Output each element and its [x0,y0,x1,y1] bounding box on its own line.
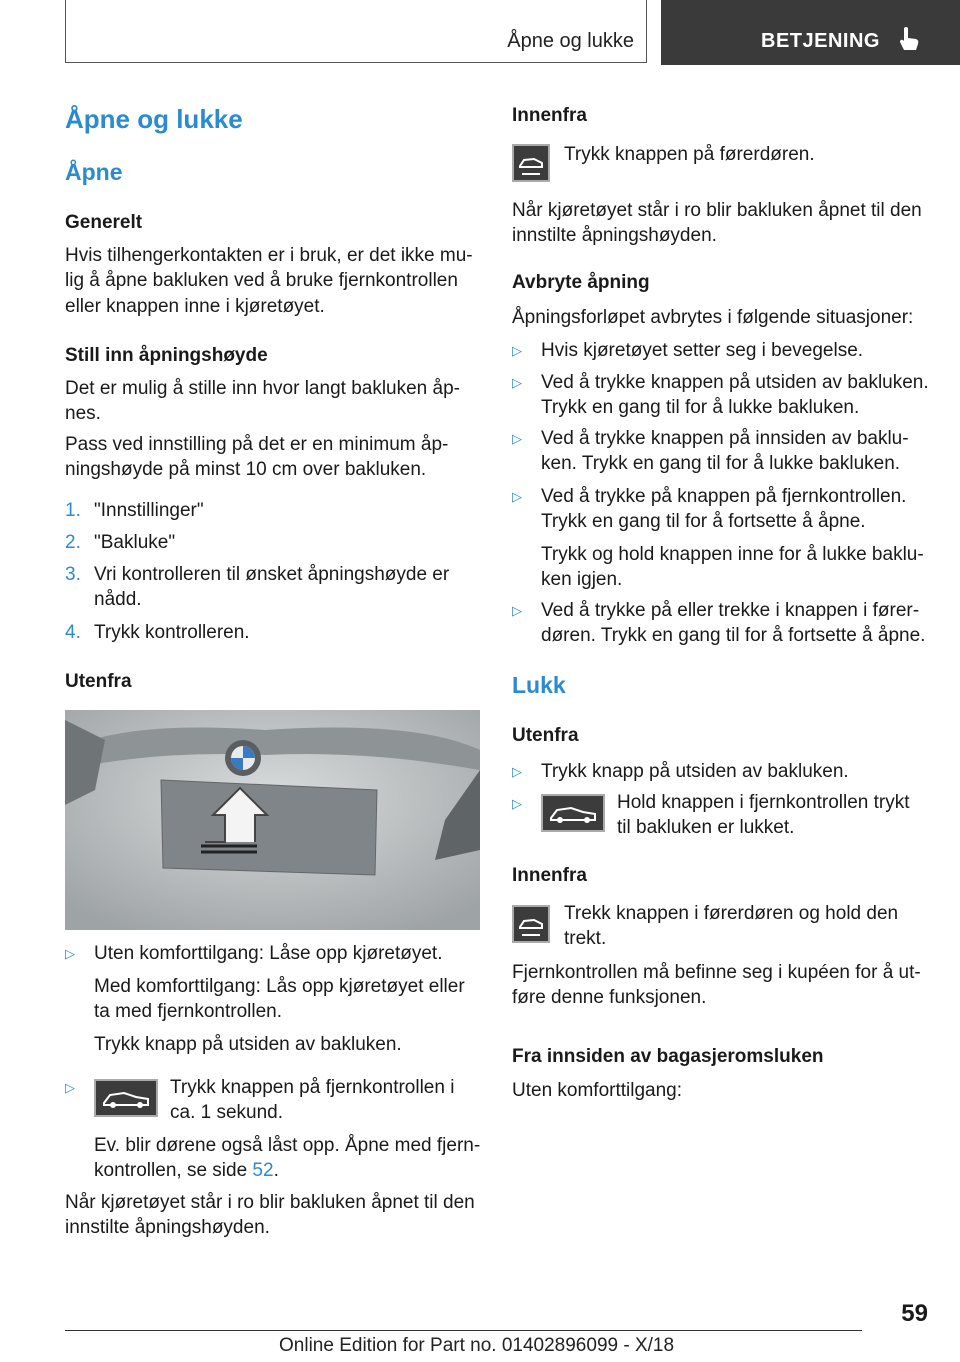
bullet-text [94,1158,279,1183]
generelt-heading: Generelt [65,212,143,233]
bullet-triangle-icon: ▷ [65,946,75,961]
generelt-line3: eller knappen inne i kjøretøyet. [65,296,325,317]
bullet-text: døren. Trykk en gang til for å fortsette å åpne. [541,625,926,646]
bullet-text: Uten komforttilgang: Låse opp kjøretøyet. [94,943,443,964]
bullet-text: Ved å trykke på eller trekke i knappen i fører- [541,600,920,621]
bullet-text: Ved å trykke knappen på innsiden av baklu- [541,428,909,449]
bullet-text: Hvis kjøretøyet setter seg i bevegelse. [541,340,864,361]
bullet-triangle-icon: ▷ [512,375,522,390]
inn-text: Trykk knappen på førerdøren. [564,144,815,165]
end-line2: innstilte åpningshøyden. [65,1217,270,1238]
chapter-tab-label: BETJENING [761,30,880,52]
bullet-triangle-icon: ▷ [512,796,522,811]
step-text: Trykk kontrolleren. [94,622,250,643]
avbryt-heading: Avbryte åpning [512,272,650,293]
bullet-text: Trykk knapp på utsiden av bakluken. [541,761,849,782]
bullet-text: til bakluken er lukket. [617,817,795,838]
section-close-heading: Lukk [512,672,566,698]
bullet-text: Trykk knapp på utsiden av bakluken. [94,1034,402,1055]
generelt-line1: Hvis tilhengerkontakten er i bruk, er det ikke mu- [65,245,473,266]
header-section-title: Åpne og lukke [507,30,634,52]
section-open-heading: Åpne [65,159,123,185]
still-heading: Still inn åpningshøyde [65,345,268,366]
tailgate-photo [65,710,480,930]
inn-p-line2: innstilte åpningshøyden. [512,225,717,246]
remote-tailgate-icon [94,1079,158,1117]
utenfra2-heading: Utenfra [512,725,579,746]
bullet-triangle-icon: ▷ [512,764,522,779]
bullet-triangle-icon: ▷ [65,1080,75,1095]
still-line1: Det er mulig å stille inn hvor langt bakluken åp- [65,378,460,399]
i2-line2: trekt. [564,928,607,949]
bullet-text: Ved å trykke knappen på utsiden av bakluken. [541,372,929,393]
door-button-icon [512,144,550,182]
innenfra2-heading: Innenfra [512,865,587,886]
bullet-text: Ved å trykke på knappen på fjernkontrollen. [541,486,907,507]
bullet-text: Med komforttilgang: Lås opp kjøretøyet eller [94,976,465,997]
door-button-icon [512,905,550,943]
pass-line1: Pass ved innstilling på det er en minimum åp- [65,434,449,455]
step-number: 3. [65,564,81,585]
inn-p-line1: Når kjøretøyet står i ro blir bakluken åpnet til den [512,200,922,221]
step-text-cont: nådd. [94,589,142,610]
bullet-text: ta med fjernkontrollen. [94,1001,282,1022]
step-text: "Bakluke" [94,532,176,553]
fj-line2: føre denne funksjonen. [512,987,707,1008]
bullet-triangle-icon: ▷ [512,603,522,618]
step-text: "Innstillinger" [94,500,204,521]
step-text: Vri kontrolleren til ønsket åpningshøyde er [94,564,450,585]
generelt-line2: lig å åpne bakluken ved å bruke fjernkontrollen [65,270,458,291]
footer-edition: Online Edition for Part no. 01402896099 - X/18 [279,1335,675,1356]
bullet-text: ken igjen. [541,569,623,590]
innenfra-heading: Innenfra [512,105,587,126]
bullet-triangle-icon: ▷ [512,489,522,504]
bullet-text: Hold knappen i fjernkontrollen trykt [617,792,910,813]
end-line1: Når kjøretøyet står i ro blir bakluken åpnet til den [65,1192,475,1213]
chapter-tab[interactable] [661,0,960,65]
fj-line1: Fjernkontrollen må befinne seg i kupéen for å ut- [512,962,921,983]
bullet-text: Trykk og hold knappen inne for å lukke baklu- [541,544,924,565]
i2-line1: Trekk knappen i førerdøren og hold den [564,903,899,924]
avbryt-text: Åpningsforløpet avbrytes i følgende situasjoner: [512,307,914,328]
pass-line2: ningshøyde på minst 10 cm over bakluken. [65,459,427,480]
bullet-text: Trykk en gang til for å fortsette å åpne. [541,511,866,532]
page-number: 59 [901,1300,928,1327]
step-number: 1. [65,500,81,521]
bullet-text: ken. Trykk en gang til for å lukke bakluken. [541,453,901,474]
page-title: Åpne og lukke [65,104,243,134]
bullet-triangle-icon: ▷ [512,431,522,446]
fra-heading: Fra innsiden av bagasjeromsluken [512,1046,824,1067]
bullet-text: ca. 1 sekund. [170,1102,284,1123]
footer-divider [65,1330,862,1331]
fra-text: Uten komforttilgang: [512,1080,683,1101]
bullet-triangle-icon: ▷ [512,343,522,358]
cross-ref-text: kontrollen, se side [94,1160,253,1181]
header-box [65,0,647,63]
step-number: 4. [65,622,81,643]
bullet-text: Trykk en gang til for å lukke bakluken. [541,397,860,418]
period: . [273,1160,279,1181]
step-number: 2. [65,532,81,553]
remote-tailgate-icon [541,794,605,832]
hand-pointer-icon [898,26,920,52]
utenfra-heading: Utenfra [65,671,132,692]
bullet-text: Ev. blir dørene også låst opp. Åpne med fjern- [94,1135,481,1156]
still-line2: nes. [65,403,101,424]
bullet-text: Trykk knappen på fjernkontrollen i [170,1077,455,1098]
page-link-52[interactable]: 52 [252,1160,274,1181]
